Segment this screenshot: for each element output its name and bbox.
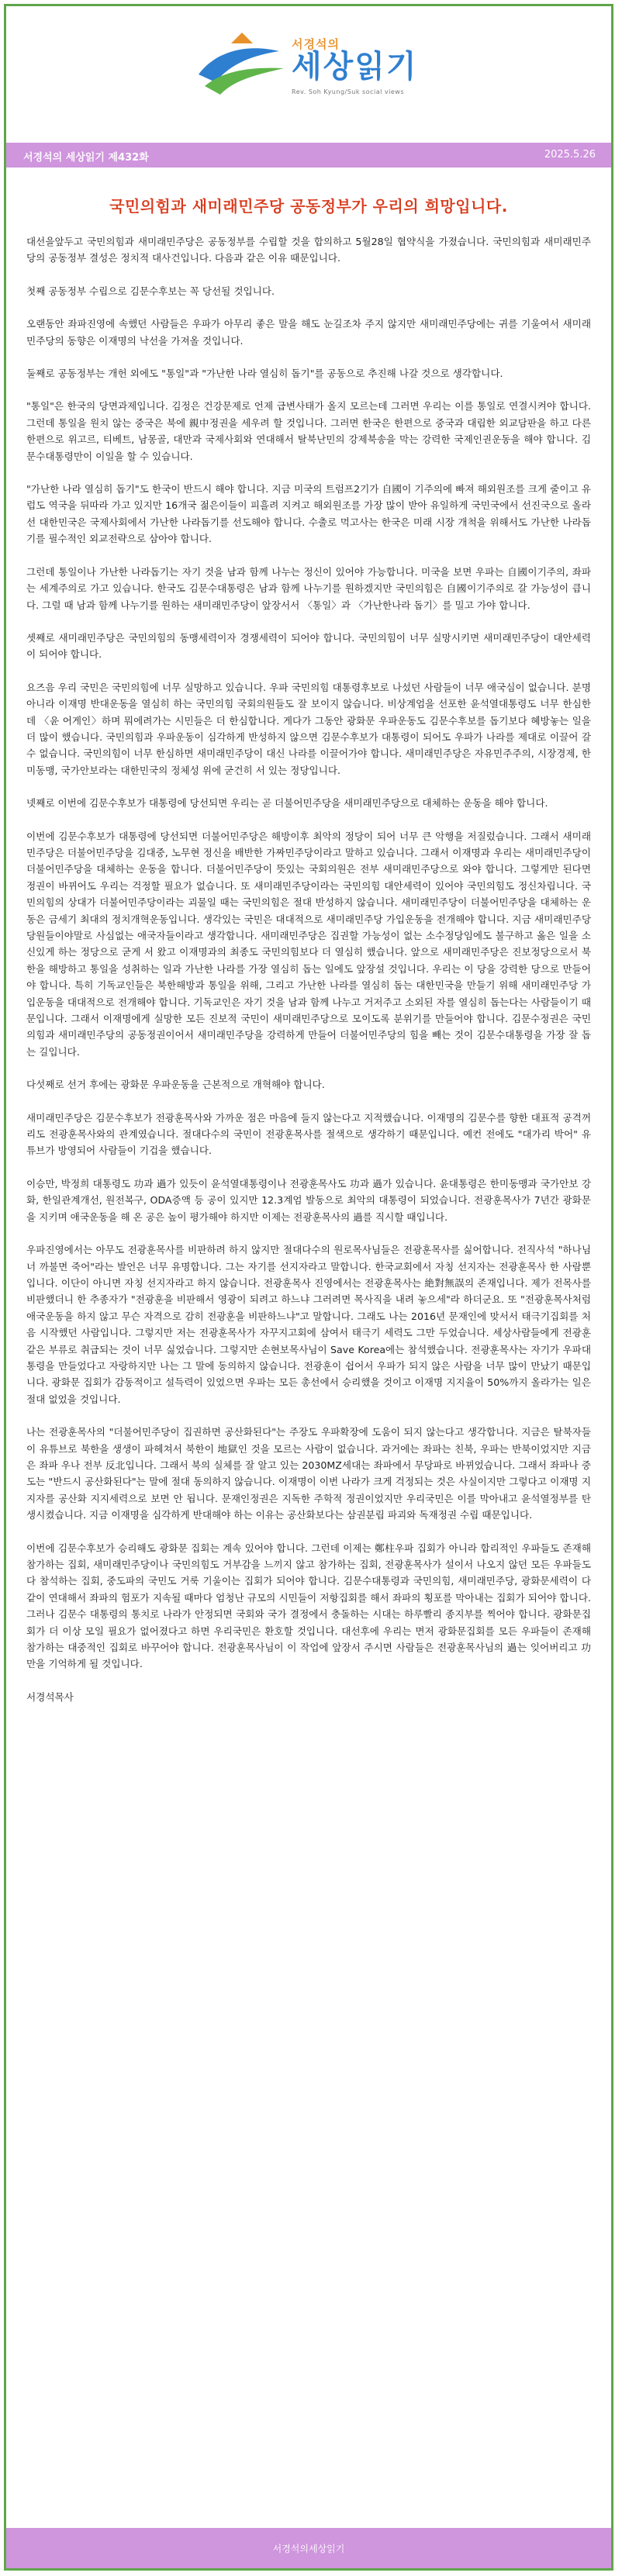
page-frame	[4, 4, 613, 2571]
logo-area	[6, 6, 611, 123]
paragraph: 다섯째로 선거 후에는 광화문 우파운동을 근본적으로 개혁해야 합니다.	[26, 1079, 325, 1091]
paragraph: 우파진영에서는 아무도 전광훈목사를 비판하려 하지 않지만 절대다수의 원로목사님들은 전광훈목사를 싫어합니다. 전직사석 "하나님 너 까불면 죽어"라는 발언은 너무 유명합니다. 그는 자기를 선지자라고 말합니다. 한국교회에서 자칭 선지자는 전광훈목사 한 사람뿐입니다. 이단이 아니면 자칭 선지자라고 하지 않습니다. 전광훈목사 진영에서는 전광훈목사는 絶對無誤의 존재입니다. 제가 전목사를 비판했더니 한 추종자가 "전광훈을 비판해서 영광이 되려고 하느냐 그러려면 목사직을 내려 놓으세"라 하더군요. 또 "전광훈목사처럼 애국운동을 하지 않고 무슨 자격으로 감히 전광훈을 비판하느냐"고 말합니다. 그래도 나는 2016년 문재인에 맞서서 태극기집회를 처음 시작했던 사람입니다. 그렇지만 저는 전광훈목사가 자꾸지고회에 삼여서 태극기 세력도 그만 두었습니다. 세상사람들에게 전광훈같은 부류로 취급되는 것이 너무 싫었습니다. 그렇지만 손현보목사님이 Save Korea에는 참석했습니다. 전광훈목사는 자기가 우파대통령을 만들었다고 자랑하지만 나는 그 말에 동의하지 않습니다. 전광훈이 쉽어서 우파가 되지 않은 사람을 너무 많이 만났기 때문입니다. 광화문 집회가 감동적이고 설득력이 있었으면 우파는 모든 총선에서 승리했을 것이고 이재명 지지율이 50%까지 올라가는 일은 절대 없었을 것입니다.	[26, 1244, 591, 1405]
article-body	[26, 180, 591, 1721]
paragraph: 새미래민주당은 김문수후보가 전광훈목사와 가까운 점은 마음에 들지 않는다고 지적했습니다. 이재명의 김문수를 향한 대표적 공격꺼리도 전광훈목사와의 관계였습니다. 절대다수의 국민이 전광훈목사를 절색으로 생각하기 때문입니다. 예컨 전에도 "대가리 박어" 유튜브가 방영되어 사람들이 기겁을 했습니다.	[26, 1111, 591, 1157]
paragraph: 셋째로 새미래민주당은 국민의힘의 동맹세력이자 경쟁세력이 되어야 합니다. 국민의힘이 너무 실망시키면 새미래민주당이 대안세력이 되어야 합니다.	[26, 631, 591, 661]
footer-bar	[6, 2528, 611, 2568]
logo-swoosh-icon	[192, 28, 289, 105]
footer-text: 서경석의세상읽기	[272, 2543, 345, 2554]
paragraph: 그런데 통일이나 가난한 나라돕기는 자기 것을 남과 함께 나누는 정신이 있어야 가능합니다. 미국을 보면 우파는 自國이기주의, 좌파는 세계주의로 가고 있습니다. 한국도 김문수대통령은 남과 함께 나누기를 원하겠지만 국민의힘은 自國이기주의로 갈 가능성이 큽니다. 그럴 때 남과 함께 나누기를 원하는 새미래민주당이 앞장서서 〈통일〉과 〈가난한나라 돕기〉를 밀고 가야 합니다.	[26, 565, 591, 611]
logo-kicker: 서경석의	[292, 37, 340, 51]
paragraph: "가난한 나라 열심히 돕기"도 한국이 반드시 해야 합니다. 지금 미국의 트럼프2기가 自國이 기주의에 빠져 해외원조를 크게 줄이고 유럽도 역국을 뒤따라 가고 있지만 16개국 젊은이들이 피흘려 지켜고 해외원조를 가장 많이 받아 유일하게 국민국에서 선진국으로 올라 선 대한민국은 국제사회에서 가난한 나라돕기를 선도해야 합니다. 수출로 먹고사는 한국은 미래 시장 개척을 위해서도 가난한 나라돕기를 필수적인 외교전략으로 삼아야 합니다.	[26, 483, 591, 545]
paragraph: 이번에 김문수후보가 승리해도 광화문 집회는 계속 있어야 합니다. 그런데 이제는 鄭柱우파 집회가 아니라 합리적인 우파들도 존재해 참가하는 집회, 새미래민주당이나 국민의힘도 거부감을 느끼지 않고 참가하는 집회, 전광훈목사가 설이서 나오지 않던 모든 우파들도 다 참석하는 집회, 중도파의 국민도 거룩 기울이는 집회가 되어야 합니다. 김문수대통령과 국민의힘, 새미래민주당, 광화문세력이 다같이 연대해서 좌파의 험포가 지속될 때마다 엄청난 규모의 시민들이 저항집회를 해서 좌파의 횡포를 막아내는 집회가 되어야 합니다. 그러나 김문수 대통령의 통치로 나라가 안정되면 국회와 국가 결정에서 충돌하는 시대는 하루빨리 종지부를 찍어야 합니다. 광화문집회가 더 이상 모일 필요가 없어졌다고 하면 우리국민은 환호할 것입니다. 대선후에 우리는 면저 광화문집회를 모든 우파들이 존재해 참가하는 대중적인 집회로 바꾸어야 합니다. 전광훈목사님이 이 작업에 앞장서 주시면 사람들은 전광훈목사님의 過는 잊어버리고 功만을 기억하게 될 것입니다.	[26, 1542, 591, 1670]
article-title: 국민의힘과 새미래민주당 공동정부가 우리의 희망입니다.	[109, 197, 508, 216]
paragraph: 요즈음 우리 국민은 국민의힘에 너무 실망하고 있습니다. 우파 국민의힘 대통령후보로 나섰던 사람들이 너무 애국심이 없습니다. 분명 아니라 이재명 반대운동을 열심히 하는 국민의힘 국회의원들도 잘 보이지 않습니다. 비상계엄을 선포한 윤석열대통령도 너무 한심한데 〈윤 어게인〉하며 뭐에려가는 시민들은 더 한심합니다. 게다가 그동안 광화문 우파운동도 김문수후보를 돕기보다 혜방놓는 일을 더 많이 했습니다. 국민의힘과 우파운동이 심각하게 반성하지 않으면 김문수후보가 대통령이 되어도 우파가 나라를 제대로 이끌어 갈 수 없습니다. 국민의힘이 너무 한심하면 새미래민주당이 대신 나라를 이끌어가야 합니다. 새미래민주당은 자유민주주의, 시장경제, 한미동맹, 국가안보라는 대한민국의 정체성 위에 굳건히 서 있는 정당입니다.	[26, 681, 591, 776]
paragraph: 이승만, 박정희 대통령도 功과 過가 있듯이 윤석열대통령이나 전광훈목사도 功과 過가 있습니다. 윤대통령은 한미동맹과 국가안보 강화, 한일관계개선, 원전복구, ODA증액 등 공이 있지만 12.3계엄 발동으로 최악의 대통령이 되었습니다. 전광훈목사가 7년간 광화문을 지키며 애국운동을 해 온 공은 높이 평가해야 하지만 이제는 전광훈목사의 過를 직시할 때입니다.	[26, 1177, 591, 1223]
logo-wordmark: 세상읽기	[292, 49, 418, 85]
post-date: 2025.5.26	[544, 149, 596, 161]
header-bar	[6, 143, 611, 167]
logo-english: Rev. Soh Kyung/Suk social views	[292, 88, 404, 95]
paragraph: 이번에 김문수후보가 대통령에 당선되면 더불어민주당은 해방이후 최악의 정당이 되어 너무 큰 악행을 저질렀습니다. 그래서 새미래민주당은 더불어민주당을 김대중, 노무현 정신을 배반한 가짜민주당이라고 말하고 있습니다. 그래서 이재명과 우리는 새미래민주당이 더불어민주당을 대체하는 운동을 합니다. 더불어민주당이 뜻있는 국회의원은 전부 새미래민주당으로 와야 합니다. 그렇게만 된다면 정권이 바뀌어도 우리는 걱정할 필요가 없습니다. 또 새미래민주당이라는 국민의힘 대안세력이 있어야 국민의힘도 정신차립니다. 국민의힘의 상대가 더불어민주당이라는 괴물일 때는 국민의힘은 절대 반성하지 않습니다. 새미래민주당이 더불어민주당을 대체하는 운동은 금세기 최대의 정치개혁운동입니다. 생각있는 국민은 대대적으로 새미래민주당 가입운동을 전개해야 합니다. 지금 새미래민주당 당원들이야말로 사심없는 애국자들이라고 생각합니다. 새미래민주당은 집권할 가능성이 없는 소수정당임에도 불구하고 옳은 일을 소신있게 하는 정당으로 굳게 서 왔고 이재명과의 최종도 국민의힘보다 더 열심히 했습니다. 앞으로 새미래민주당은 진보정당으로서 북한을 해방하고 통일을 성취하는 일과 가난한 나라를 가장 열심히 돕는 일에도 앞장설 것입니다. 우리는 이 당을 강력한 당으로 만들어야 합니다. 특히 기독교인들은 북한해방과 통일을 위해, 그리고 가난한 나라를 열심히 돕는 대한민국을 만들기 위해 새미래민주당 가입운동을 대대적으로 전개해야 합니다. 기독교인은 자기 것을 남과 함께 나누고 거저주고 소외된 자를 열심히 돕는다는 사람들이기 때문입니다. 그래서 이재명에게 실망한 모든 진보적 국민이 새미래민주당으로 모이도록 분위기를 만들어야 합니다. 김문수정권은 국민의힘과 새미래민주당의 공동정권이어서 새미래민주당을 강력하게 만들어 더불어민주당의 힘을 빼는 것이 김문수대통령을 가장 잘 돕는 길입니다.	[26, 830, 591, 1058]
paragraph: 대선을앞두고 국민의힘과 새미래민주당은 공동정부를 수립할 것을 합의하고 5월28일 협약식을 가졌습니다. 국민의힘과 새미래민주당의 공동정부 결성은 정치적 대사건입니다. 다음과 같은 이유 때문입니다.	[26, 236, 591, 264]
site-logo[interactable]	[192, 28, 441, 105]
paragraph: 넷째로 이번에 김문수후보가 대통령에 당선되면 우리는 곧 더불어민주당을 새미래민주당으로 대체하는 운동을 해야 합니다.	[26, 797, 548, 810]
author-signature: 서경석목사	[26, 1690, 74, 1703]
column-title: 서경석의 세상읽기 제432화	[23, 152, 149, 164]
paragraph: 나는 전광훈목사의 "더불어민주당이 집권하면 공산화된다"는 주장도 우파확장에 도움이 되지 않는다고 생각합니다. 지금은 탈북자들이 유튜브로 북한을 생생이 파헤쳐서 북한이 地獄인 것을 모르는 사람이 없습니다. 과거에는 좌파는 친북, 우파는 반북이었지만 지금은 좌파 우나 전부 反北입니다. 그래서 북의 실체를 잘 알고 있는 2030MZ세대는 좌파에서 무당파로 바뀌었습니다. 그래서 좌파나 중도는 "반드시 공산화된다"는 말에 절대 동의하지 않습니다. 이재명이 이번 나라가 크게 걱정되는 것은 사실이지만 그렇다고 이재명 지지자를 공산화 지지세력으로 보면 안 됩니다. 문재인정권은 지독한 주학적 정권이었지만 우리국민은 이를 막아내고 윤석열정부를 탄생시켰습니다. 지금 이재명을 심각하게 반대해야 하는 이유는 공산화보다는 삼권분립 파괴와 독재정권 수립 때문입니다.	[26, 1426, 591, 1521]
paragraph: 오랜동안 좌파진영에 속했던 사람들은 우파가 아무리 좋은 말을 해도 눈길조차 주지 않지만 새미래민주당에는 귀를 기울여서 새미래민주당의 동향은 이재명의 낙선을 가져올 것입니다.	[26, 318, 591, 347]
paragraph: 둘째로 공동정부는 개헌 외에도 "통일"과 "가난한 나라 열심히 돕기"를 공동으로 추진해 나갈 것으로 생각합니다.	[26, 368, 503, 380]
paragraph: 첫째 공동정부 수립으로 김문수후보는 꼭 당선될 것입니다.	[26, 285, 275, 297]
paragraph: "통일"은 한국의 당면과제입니다. 김정은 건강문제로 언제 급변사태가 올지 모르는데 그러면 우리는 이를 통일로 연결시켜야 합니다. 그런데 통일을 원치 않는 중국은 북에 親中정권을 세우려 할 것입니다. 그러면 한국은 한편으로 중국과 대립한 외교담판을 하고 다른 한편으로 위고르, 티베트, 남몽골, 대만과 국제사회와 연대해서 탈북난민의 강제북송을 막는 강력한 국제인권운동을 해야 합니다. 김문수대통령만이 이일을 할 수 있습니다.	[26, 400, 591, 462]
